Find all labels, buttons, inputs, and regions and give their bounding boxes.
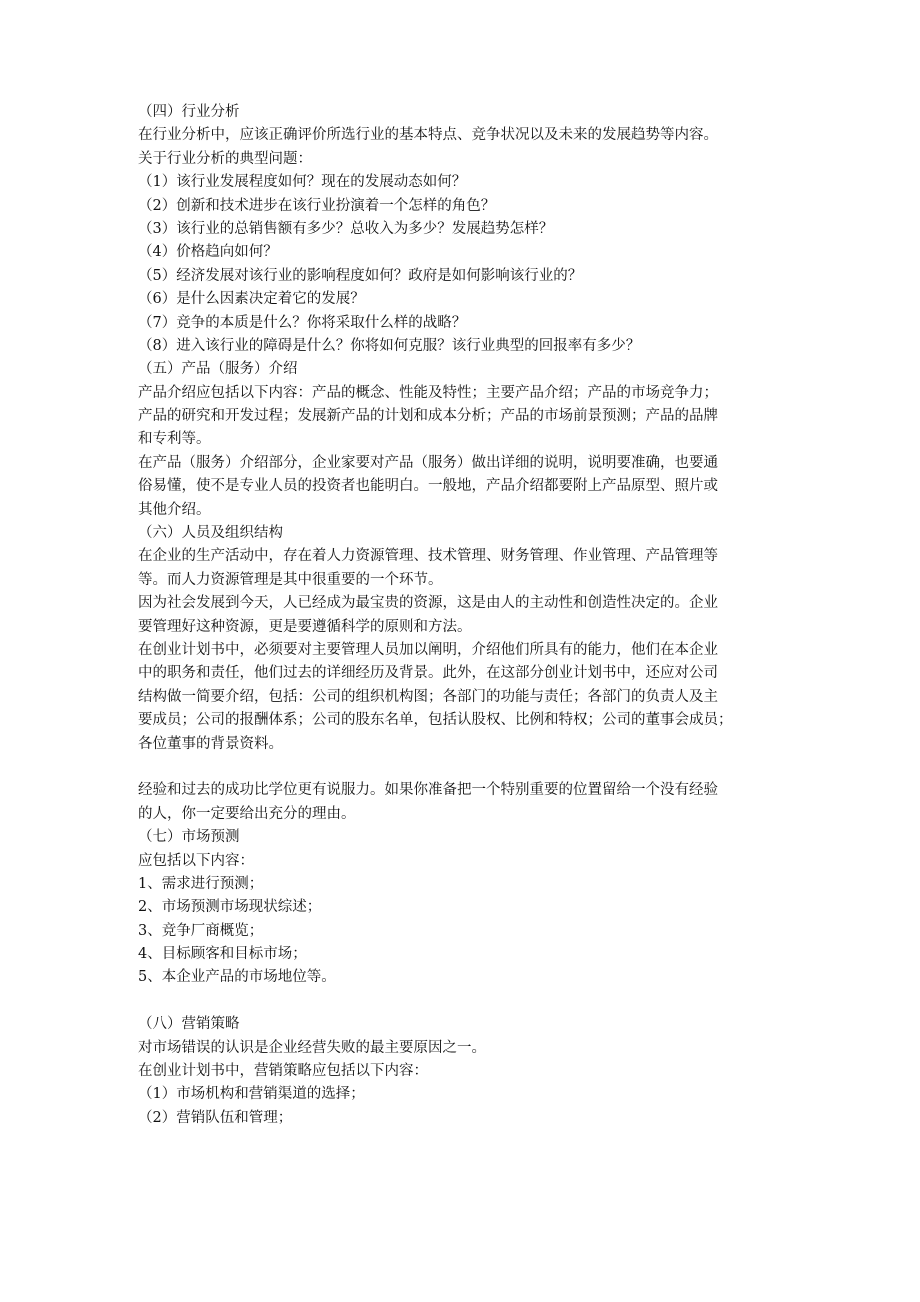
- list-item: （2）创新和技术进步在该行业扮演着一个怎样的角色？: [138, 197, 496, 214]
- paragraph-line: 在产品（服务）介绍部分，企业家要对产品（服务）做出详细的说明，说明要准确，也要通: [138, 454, 718, 471]
- paragraph-line: 在创业计划书中，必须要对主要管理人员加以阐明，介绍他们所具有的能力，他们在本企业: [138, 641, 718, 658]
- paragraph-line: 等。而人力资源管理是其中很重要的一个环节。: [138, 571, 443, 588]
- paragraph-line: 产品的研究和开发过程；发展新产品的计划和成本分析；产品的市场前景预测；产品的品牌: [138, 408, 718, 425]
- list-item: （5）经济发展对该行业的影响程度如何？政府是如何影响该行业的？: [138, 267, 583, 284]
- paragraph-line: 俗易懂，使不是专业人员的投资者也能明白。一般地，产品介绍都要附上产品原型、照片或: [138, 478, 718, 495]
- section-heading-personnel-structure: （六）人员及组织结构: [138, 525, 283, 542]
- section-heading-industry-analysis: （四）行业分析: [138, 104, 240, 120]
- paragraph-line: 产品介绍应包括以下内容：产品的概念、性能及特性；主要产品介绍；产品的市场竞争力；: [138, 384, 718, 401]
- paragraph-line: 在企业的生产活动中，存在着人力资源管理、技术管理、财务管理、作业管理、产品管理等: [138, 548, 718, 565]
- paragraph-line: 经验和过去的成功比学位更有说服力。如果你准备把一个特别重要的位置留给一个没有经验: [138, 782, 718, 799]
- paragraph-line: 其他介绍。: [138, 501, 211, 518]
- paragraph-line: 中的职务和责任，他们过去的详细经历及背景。此外，在这部分创业计划书中，还应对公司: [138, 665, 718, 682]
- paragraph-line: 要成员；公司的报酬体系；公司的股东名单，包括认股权、比例和特权；公司的董事会成员；: [138, 712, 733, 729]
- section-heading-marketing-strategy: （八）营销策略: [138, 1016, 240, 1033]
- list-item: （4）价格趋向如何？: [138, 244, 278, 261]
- list-item: 2、市场预测市场现状综述；: [138, 899, 322, 916]
- list-item: 3、竞争厂商概览；: [138, 922, 264, 939]
- list-item: 4、目标顾客和目标市场；: [138, 946, 307, 963]
- paragraph-line: 的人，你一定要给出充分的理由。: [138, 805, 356, 822]
- list-item: （2）营销队伍和管理；: [138, 1109, 293, 1126]
- list-item: （1）该行业发展程度如何？现在的发展动态如何？: [138, 174, 467, 191]
- paragraph-line: 各位董事的背景资料。: [138, 735, 283, 752]
- document-page: [138, 101, 788, 1130]
- paragraph-line: 结构做一简要介绍，包括：公司的组织机构图；各部门的功能与责任；各部门的负责人及主: [138, 688, 718, 705]
- paragraph-line: 关于行业分析的典型问题：: [138, 150, 312, 167]
- list-item: （1）市场机构和营销渠道的选择；: [138, 1086, 365, 1103]
- section-heading-market-forecast: （七）市场预测: [138, 829, 240, 846]
- paragraph-line: 在创业计划书中，营销策略应包括以下内容：: [138, 1063, 428, 1080]
- blank-line: [138, 756, 788, 779]
- list-item: 1、需求进行预测；: [138, 875, 264, 892]
- list-item: （8）进入该行业的障碍是什么？你将如何克服？该行业典型的回报率有多少？: [138, 337, 641, 354]
- paragraph-line: 要管理好这种资源，更是要遵循科学的原则和方法。: [138, 618, 472, 635]
- paragraph-line: 和专利等。: [138, 431, 211, 448]
- list-item: （7）竞争的本质是什么？你将采取什么样的战略？: [138, 314, 467, 331]
- list-item: （3）该行业的总销售额有多少？总收入为多少？发展趋势怎样？: [138, 220, 554, 237]
- list-item: （6）是什么因素决定着它的发展？: [138, 291, 365, 308]
- list-item: 5、本企业产品的市场地位等。: [138, 969, 336, 986]
- section-heading-product-intro: （五）产品（服务）介绍: [138, 361, 298, 378]
- paragraph-line: 应包括以下内容：: [138, 852, 254, 869]
- paragraph-line: 对市场错误的认识是企业经营失败的最主要原因之一。: [138, 1039, 486, 1056]
- blank-line: [138, 990, 788, 1013]
- paragraph-line: 因为社会发展到今天，人已经成为最宝贵的资源，这是由人的主动性和创造性决定的。企业: [138, 595, 718, 612]
- paragraph-line: 在行业分析中，应该正确评价所选行业的基本特点、竞争状况以及未来的发展趋势等内容。: [138, 127, 718, 144]
